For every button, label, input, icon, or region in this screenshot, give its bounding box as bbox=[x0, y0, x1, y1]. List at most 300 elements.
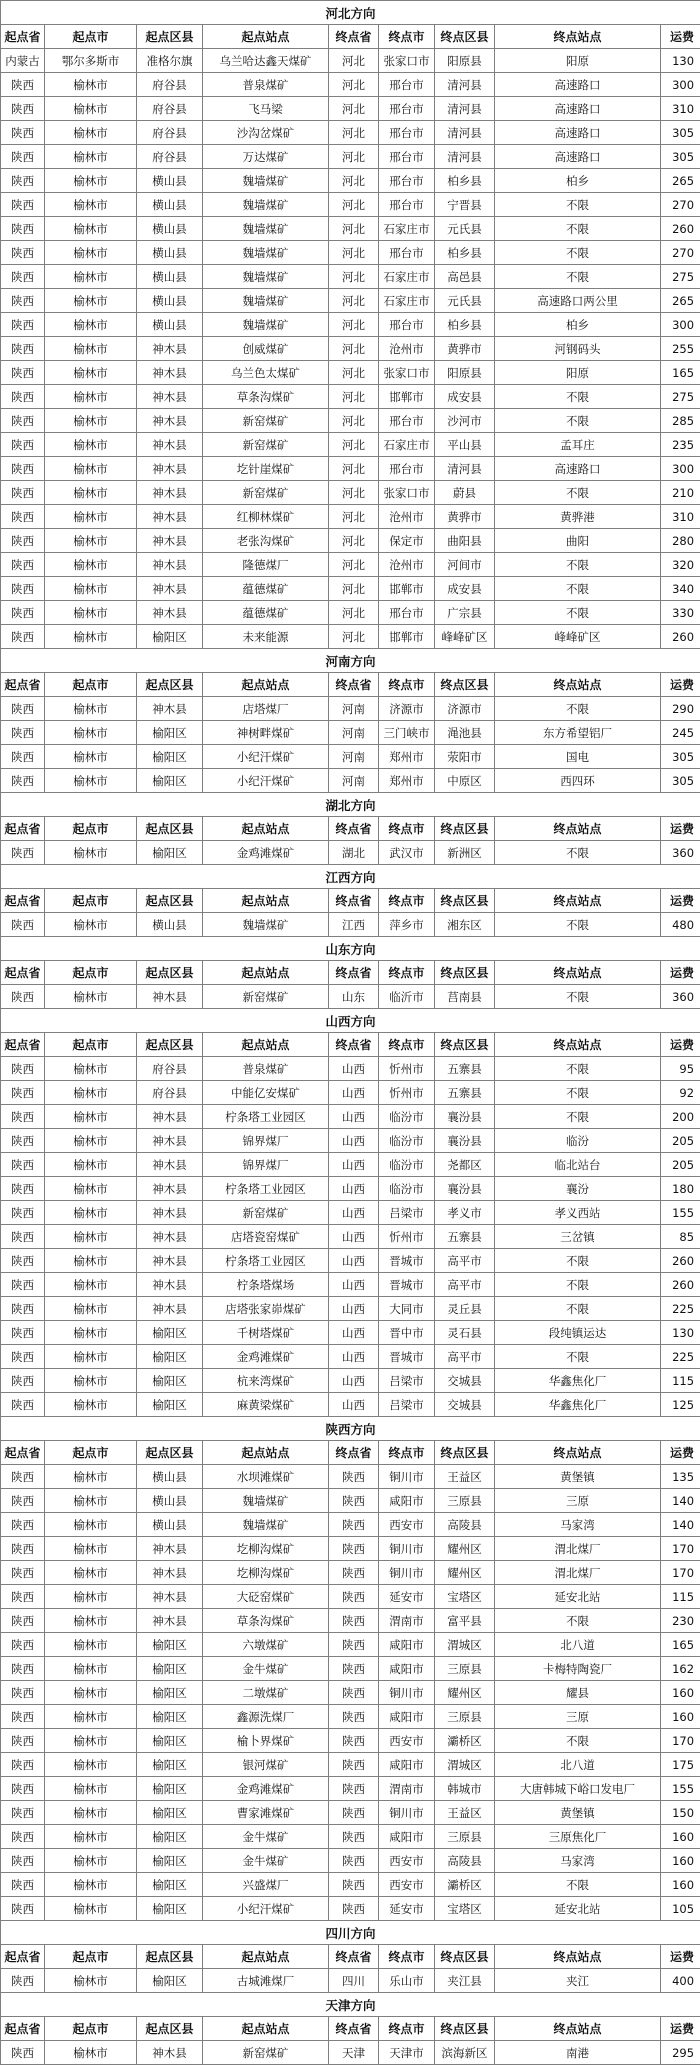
origin-city-cell: 榆林市 bbox=[45, 2041, 137, 2065]
column-header-origin-station: 起点站点 bbox=[203, 1441, 329, 1465]
dest-station-cell: 柏乡 bbox=[495, 169, 661, 193]
origin-station-cell: 乌兰色太煤矿 bbox=[203, 361, 329, 385]
dest-province-cell: 河北 bbox=[329, 265, 379, 289]
dest-county-cell: 三原县 bbox=[435, 1825, 495, 1849]
dest-county-cell: 黄骅市 bbox=[435, 337, 495, 361]
column-header-dest-province: 终点省 bbox=[329, 673, 379, 697]
dest-county-cell: 灞桥区 bbox=[435, 1729, 495, 1753]
column-header-dest-city: 终点市 bbox=[379, 961, 435, 985]
dest-county-cell: 清河县 bbox=[435, 121, 495, 145]
origin-station-cell: 杭来湾煤矿 bbox=[203, 1369, 329, 1393]
table-row bbox=[1, 241, 700, 265]
origin-city-cell: 榆林市 bbox=[45, 1681, 137, 1705]
dest-station-cell: 东方希望铝厂 bbox=[495, 721, 661, 745]
origin-province-cell: 陕西 bbox=[1, 433, 45, 457]
dest-county-cell: 广宗县 bbox=[435, 601, 495, 625]
section-title: 四川方向 bbox=[1, 1921, 700, 1945]
dest-province-cell: 山西 bbox=[329, 1345, 379, 1369]
origin-county-cell: 榆阳区 bbox=[137, 841, 203, 865]
column-header-origin-station: 起点站点 bbox=[203, 1945, 329, 1969]
freight-cost-cell: 305 bbox=[661, 745, 700, 769]
column-header-origin-province: 起点省 bbox=[1, 1033, 45, 1057]
dest-county-cell: 阳原县 bbox=[435, 361, 495, 385]
origin-city-cell: 榆林市 bbox=[45, 1393, 137, 1417]
dest-city-cell: 沧州市 bbox=[379, 505, 435, 529]
dest-county-cell: 阳原县 bbox=[435, 49, 495, 73]
origin-station-cell: 新窑煤矿 bbox=[203, 1201, 329, 1225]
freight-cost-cell: 300 bbox=[661, 73, 700, 97]
dest-city-cell: 武汉市 bbox=[379, 841, 435, 865]
origin-county-cell: 府谷县 bbox=[137, 1057, 203, 1081]
column-header-origin-county: 起点区县 bbox=[137, 817, 203, 841]
table-row bbox=[1, 145, 700, 169]
table-row bbox=[1, 481, 700, 505]
section-title: 山西方向 bbox=[1, 1009, 700, 1033]
column-header-origin-city: 起点市 bbox=[45, 961, 137, 985]
column-header-freight-cost: 运费 bbox=[661, 1441, 700, 1465]
dest-station-cell: 阳原 bbox=[495, 49, 661, 73]
dest-county-cell: 灞桥区 bbox=[435, 1873, 495, 1897]
origin-station-cell: 飞马梁 bbox=[203, 97, 329, 121]
origin-city-cell: 榆林市 bbox=[45, 697, 137, 721]
dest-station-cell: 三岔镇 bbox=[495, 1225, 661, 1249]
origin-city-cell: 榆林市 bbox=[45, 1081, 137, 1105]
table-row bbox=[1, 289, 700, 313]
origin-city-cell: 榆林市 bbox=[45, 1369, 137, 1393]
origin-city-cell: 榆林市 bbox=[45, 97, 137, 121]
origin-city-cell: 榆林市 bbox=[45, 1057, 137, 1081]
origin-county-cell: 榆阳区 bbox=[137, 1777, 203, 1801]
column-header-origin-county: 起点区县 bbox=[137, 2017, 203, 2041]
origin-county-cell: 榆阳区 bbox=[137, 721, 203, 745]
dest-station-cell: 不限 bbox=[495, 985, 661, 1009]
dest-city-cell: 邢台市 bbox=[379, 409, 435, 433]
dest-county-cell: 湘东区 bbox=[435, 913, 495, 937]
origin-city-cell: 榆林市 bbox=[45, 1345, 137, 1369]
dest-city-cell: 咸阳市 bbox=[379, 1753, 435, 1777]
origin-station-cell: 店塔瓷窑煤矿 bbox=[203, 1225, 329, 1249]
column-header-row bbox=[1, 961, 700, 985]
dest-station-cell: 不限 bbox=[495, 913, 661, 937]
dest-province-cell: 山西 bbox=[329, 1201, 379, 1225]
dest-county-cell: 清河县 bbox=[435, 457, 495, 481]
table-row bbox=[1, 1489, 700, 1513]
origin-province-cell: 陕西 bbox=[1, 241, 45, 265]
dest-station-cell: 临汾 bbox=[495, 1129, 661, 1153]
origin-station-cell: 榆卜界煤矿 bbox=[203, 1729, 329, 1753]
column-header-origin-county: 起点区县 bbox=[137, 1033, 203, 1057]
freight-cost-cell: 225 bbox=[661, 1345, 700, 1369]
origin-city-cell: 榆林市 bbox=[45, 313, 137, 337]
origin-county-cell: 神木县 bbox=[137, 1225, 203, 1249]
dest-province-cell: 河北 bbox=[329, 193, 379, 217]
table-row bbox=[1, 1633, 700, 1657]
origin-county-cell: 神木县 bbox=[137, 409, 203, 433]
origin-city-cell: 榆林市 bbox=[45, 1561, 137, 1585]
section-title: 江西方向 bbox=[1, 865, 700, 889]
origin-county-cell: 府谷县 bbox=[137, 121, 203, 145]
dest-city-cell: 忻州市 bbox=[379, 1081, 435, 1105]
dest-city-cell: 郑州市 bbox=[379, 745, 435, 769]
origin-city-cell: 榆林市 bbox=[45, 289, 137, 313]
origin-station-cell: 普泉煤矿 bbox=[203, 1057, 329, 1081]
dest-province-cell: 河北 bbox=[329, 241, 379, 265]
dest-city-cell: 延安市 bbox=[379, 1897, 435, 1921]
dest-station-cell: 黄堡镇 bbox=[495, 1801, 661, 1825]
origin-city-cell: 榆林市 bbox=[45, 1585, 137, 1609]
dest-station-cell: 高速路口 bbox=[495, 145, 661, 169]
freight-cost-cell: 105 bbox=[661, 1897, 700, 1921]
dest-county-cell: 成安县 bbox=[435, 385, 495, 409]
dest-station-cell: 不限 bbox=[495, 577, 661, 601]
column-header-dest-province: 终点省 bbox=[329, 817, 379, 841]
origin-city-cell: 榆林市 bbox=[45, 913, 137, 937]
origin-city-cell: 榆林市 bbox=[45, 1873, 137, 1897]
table-row bbox=[1, 1561, 700, 1585]
origin-county-cell: 横山县 bbox=[137, 241, 203, 265]
origin-county-cell: 神木县 bbox=[137, 1273, 203, 1297]
origin-station-cell: 六墩煤矿 bbox=[203, 1633, 329, 1657]
origin-station-cell: 红柳林煤矿 bbox=[203, 505, 329, 529]
dest-city-cell: 邢台市 bbox=[379, 73, 435, 97]
origin-city-cell: 榆林市 bbox=[45, 1249, 137, 1273]
origin-city-cell: 榆林市 bbox=[45, 601, 137, 625]
dest-province-cell: 天津 bbox=[329, 2041, 379, 2065]
origin-province-cell: 陕西 bbox=[1, 1225, 45, 1249]
dest-province-cell: 山西 bbox=[329, 1081, 379, 1105]
section-title-row bbox=[1, 649, 700, 673]
dest-province-cell: 陕西 bbox=[329, 1849, 379, 1873]
dest-province-cell: 陕西 bbox=[329, 1681, 379, 1705]
dest-station-cell: 孟耳庄 bbox=[495, 433, 661, 457]
column-header-dest-county: 终点区县 bbox=[435, 1945, 495, 1969]
origin-city-cell: 榆林市 bbox=[45, 385, 137, 409]
dest-county-cell: 高平市 bbox=[435, 1345, 495, 1369]
origin-city-cell: 榆林市 bbox=[45, 1297, 137, 1321]
origin-city-cell: 榆林市 bbox=[45, 1825, 137, 1849]
origin-station-cell: 鑫源洗煤厂 bbox=[203, 1705, 329, 1729]
origin-province-cell: 陕西 bbox=[1, 169, 45, 193]
dest-county-cell: 元氏县 bbox=[435, 217, 495, 241]
dest-province-cell: 河北 bbox=[329, 457, 379, 481]
origin-county-cell: 准格尔旗 bbox=[137, 49, 203, 73]
origin-province-cell: 陕西 bbox=[1, 1753, 45, 1777]
dest-county-cell: 交城县 bbox=[435, 1369, 495, 1393]
origin-county-cell: 横山县 bbox=[137, 193, 203, 217]
origin-county-cell: 榆阳区 bbox=[137, 1321, 203, 1345]
table-row bbox=[1, 169, 700, 193]
origin-station-cell: 银河煤矿 bbox=[203, 1753, 329, 1777]
origin-province-cell: 陕西 bbox=[1, 769, 45, 793]
dest-city-cell: 石家庄市 bbox=[379, 289, 435, 313]
origin-province-cell: 陕西 bbox=[1, 1897, 45, 1921]
origin-city-cell: 榆林市 bbox=[45, 721, 137, 745]
freight-cost-cell: 280 bbox=[661, 529, 700, 553]
dest-city-cell: 邢台市 bbox=[379, 193, 435, 217]
dest-county-cell: 宝塔区 bbox=[435, 1585, 495, 1609]
dest-province-cell: 山西 bbox=[329, 1057, 379, 1081]
freight-cost-cell: 245 bbox=[661, 721, 700, 745]
dest-station-cell: 大唐韩城下峪口发电厂 bbox=[495, 1777, 661, 1801]
dest-province-cell: 河北 bbox=[329, 217, 379, 241]
column-header-origin-county: 起点区县 bbox=[137, 889, 203, 913]
origin-county-cell: 神木县 bbox=[137, 1201, 203, 1225]
dest-city-cell: 邢台市 bbox=[379, 313, 435, 337]
column-header-dest-city: 终点市 bbox=[379, 2017, 435, 2041]
dest-city-cell: 张家口市 bbox=[379, 481, 435, 505]
dest-station-cell: 不限 bbox=[495, 1609, 661, 1633]
origin-county-cell: 横山县 bbox=[137, 217, 203, 241]
origin-county-cell: 神木县 bbox=[137, 529, 203, 553]
dest-city-cell: 临汾市 bbox=[379, 1153, 435, 1177]
origin-county-cell: 府谷县 bbox=[137, 145, 203, 169]
origin-province-cell: 陕西 bbox=[1, 217, 45, 241]
dest-county-cell: 襄汾县 bbox=[435, 1105, 495, 1129]
dest-province-cell: 陕西 bbox=[329, 1705, 379, 1729]
origin-city-cell: 榆林市 bbox=[45, 553, 137, 577]
column-header-origin-province: 起点省 bbox=[1, 2017, 45, 2041]
origin-city-cell: 榆林市 bbox=[45, 1705, 137, 1729]
table-row bbox=[1, 457, 700, 481]
section-title: 陕西方向 bbox=[1, 1417, 700, 1441]
dest-station-cell: 不限 bbox=[495, 553, 661, 577]
column-header-dest-province: 终点省 bbox=[329, 889, 379, 913]
dest-county-cell: 高邑县 bbox=[435, 265, 495, 289]
origin-station-cell: 万达煤矿 bbox=[203, 145, 329, 169]
origin-station-cell: 神树畔煤矿 bbox=[203, 721, 329, 745]
column-header-origin-province: 起点省 bbox=[1, 961, 45, 985]
dest-county-cell: 沙河市 bbox=[435, 409, 495, 433]
dest-station-cell: 不限 bbox=[495, 841, 661, 865]
column-header-dest-county: 终点区县 bbox=[435, 961, 495, 985]
section-title-row bbox=[1, 1, 700, 25]
dest-city-cell: 临汾市 bbox=[379, 1177, 435, 1201]
origin-station-cell: 蕴德煤矿 bbox=[203, 577, 329, 601]
dest-station-cell: 临北站台 bbox=[495, 1153, 661, 1177]
dest-city-cell: 邯郸市 bbox=[379, 625, 435, 649]
origin-city-cell: 榆林市 bbox=[45, 1321, 137, 1345]
dest-county-cell: 三原县 bbox=[435, 1657, 495, 1681]
origin-province-cell: 内蒙古 bbox=[1, 49, 45, 73]
column-header-dest-province: 终点省 bbox=[329, 1945, 379, 1969]
dest-province-cell: 河北 bbox=[329, 625, 379, 649]
dest-city-cell: 济源市 bbox=[379, 697, 435, 721]
dest-station-cell: 不限 bbox=[495, 1057, 661, 1081]
dest-county-cell: 平山县 bbox=[435, 433, 495, 457]
dest-city-cell: 吕梁市 bbox=[379, 1369, 435, 1393]
origin-province-cell: 陕西 bbox=[1, 1705, 45, 1729]
dest-station-cell: 三原 bbox=[495, 1489, 661, 1513]
column-header-dest-station: 终点站点 bbox=[495, 25, 661, 49]
column-header-dest-province: 终点省 bbox=[329, 961, 379, 985]
dest-province-cell: 山西 bbox=[329, 1129, 379, 1153]
dest-city-cell: 西安市 bbox=[379, 1873, 435, 1897]
table-row bbox=[1, 1729, 700, 1753]
dest-station-cell: 不限 bbox=[495, 241, 661, 265]
origin-station-cell: 魏墙煤矿 bbox=[203, 313, 329, 337]
dest-station-cell: 华鑫焦化厂 bbox=[495, 1393, 661, 1417]
freight-cost-cell: 480 bbox=[661, 913, 700, 937]
origin-city-cell: 榆林市 bbox=[45, 1153, 137, 1177]
dest-city-cell: 萍乡市 bbox=[379, 913, 435, 937]
origin-county-cell: 神木县 bbox=[137, 1105, 203, 1129]
origin-county-cell: 神木县 bbox=[137, 481, 203, 505]
freight-cost-cell: 85 bbox=[661, 1225, 700, 1249]
origin-province-cell: 陕西 bbox=[1, 721, 45, 745]
origin-province-cell: 陕西 bbox=[1, 1657, 45, 1681]
section-title: 山东方向 bbox=[1, 937, 700, 961]
column-header-origin-city: 起点市 bbox=[45, 1945, 137, 1969]
dest-province-cell: 陕西 bbox=[329, 1729, 379, 1753]
dest-station-cell: 不限 bbox=[495, 601, 661, 625]
dest-city-cell: 邢台市 bbox=[379, 169, 435, 193]
table-row bbox=[1, 49, 700, 73]
dest-station-cell: 不限 bbox=[495, 481, 661, 505]
origin-city-cell: 榆林市 bbox=[45, 1129, 137, 1153]
origin-province-cell: 陕西 bbox=[1, 1273, 45, 1297]
dest-city-cell: 大同市 bbox=[379, 1297, 435, 1321]
origin-province-cell: 陕西 bbox=[1, 1321, 45, 1345]
table-row bbox=[1, 1393, 700, 1417]
table-row bbox=[1, 1177, 700, 1201]
origin-county-cell: 府谷县 bbox=[137, 1081, 203, 1105]
dest-province-cell: 山西 bbox=[329, 1297, 379, 1321]
dest-station-cell: 国电 bbox=[495, 745, 661, 769]
dest-province-cell: 河北 bbox=[329, 361, 379, 385]
dest-county-cell: 莒南县 bbox=[435, 985, 495, 1009]
freight-cost-cell: 115 bbox=[661, 1585, 700, 1609]
dest-province-cell: 河北 bbox=[329, 505, 379, 529]
dest-city-cell: 西安市 bbox=[379, 1513, 435, 1537]
dest-province-cell: 陕西 bbox=[329, 1489, 379, 1513]
dest-county-cell: 襄汾县 bbox=[435, 1177, 495, 1201]
table-row bbox=[1, 1513, 700, 1537]
origin-station-cell: 圪柳沟煤矿 bbox=[203, 1537, 329, 1561]
freight-cost-cell: 275 bbox=[661, 385, 700, 409]
freight-cost-cell: 260 bbox=[661, 625, 700, 649]
dest-city-cell: 乐山市 bbox=[379, 1969, 435, 1993]
table-row bbox=[1, 1681, 700, 1705]
freight-cost-cell: 115 bbox=[661, 1369, 700, 1393]
dest-city-cell: 石家庄市 bbox=[379, 217, 435, 241]
origin-province-cell: 陕西 bbox=[1, 529, 45, 553]
origin-city-cell: 榆林市 bbox=[45, 1657, 137, 1681]
origin-province-cell: 陕西 bbox=[1, 1057, 45, 1081]
column-header-freight-cost: 运费 bbox=[661, 961, 700, 985]
dest-county-cell: 渑池县 bbox=[435, 721, 495, 745]
dest-county-cell: 高陵县 bbox=[435, 1513, 495, 1537]
column-header-dest-county: 终点区县 bbox=[435, 1033, 495, 1057]
dest-county-cell: 尧都区 bbox=[435, 1153, 495, 1177]
dest-county-cell: 襄汾县 bbox=[435, 1129, 495, 1153]
origin-province-cell: 陕西 bbox=[1, 841, 45, 865]
origin-county-cell: 府谷县 bbox=[137, 73, 203, 97]
dest-province-cell: 山西 bbox=[329, 1321, 379, 1345]
origin-county-cell: 榆阳区 bbox=[137, 1681, 203, 1705]
dest-station-cell: 柏乡 bbox=[495, 313, 661, 337]
dest-city-cell: 郑州市 bbox=[379, 769, 435, 793]
column-header-origin-county: 起点区县 bbox=[137, 961, 203, 985]
dest-city-cell: 西安市 bbox=[379, 1729, 435, 1753]
table-row bbox=[1, 1753, 700, 1777]
freight-cost-cell: 180 bbox=[661, 1177, 700, 1201]
origin-county-cell: 神木县 bbox=[137, 385, 203, 409]
origin-province-cell: 陕西 bbox=[1, 73, 45, 97]
origin-city-cell: 榆林市 bbox=[45, 1177, 137, 1201]
origin-county-cell: 榆阳区 bbox=[137, 625, 203, 649]
origin-province-cell: 陕西 bbox=[1, 1153, 45, 1177]
column-header-dest-station: 终点站点 bbox=[495, 961, 661, 985]
column-header-dest-county: 终点区县 bbox=[435, 817, 495, 841]
dest-county-cell: 耀州区 bbox=[435, 1681, 495, 1705]
freight-cost-cell: 295 bbox=[661, 2041, 700, 2065]
dest-county-cell: 渭城区 bbox=[435, 1633, 495, 1657]
origin-station-cell: 蕴德煤矿 bbox=[203, 601, 329, 625]
origin-province-cell: 陕西 bbox=[1, 1825, 45, 1849]
column-header-origin-city: 起点市 bbox=[45, 817, 137, 841]
origin-province-cell: 陕西 bbox=[1, 1969, 45, 1993]
dest-county-cell: 元氏县 bbox=[435, 289, 495, 313]
dest-city-cell: 渭南市 bbox=[379, 1777, 435, 1801]
column-header-origin-county: 起点区县 bbox=[137, 25, 203, 49]
origin-province-cell: 陕西 bbox=[1, 1489, 45, 1513]
dest-county-cell: 济源市 bbox=[435, 697, 495, 721]
table-row bbox=[1, 361, 700, 385]
origin-city-cell: 榆林市 bbox=[45, 217, 137, 241]
origin-county-cell: 榆阳区 bbox=[137, 745, 203, 769]
column-header-freight-cost: 运费 bbox=[661, 1945, 700, 1969]
origin-county-cell: 神木县 bbox=[137, 553, 203, 577]
origin-city-cell: 榆林市 bbox=[45, 1225, 137, 1249]
freight-cost-cell: 170 bbox=[661, 1537, 700, 1561]
dest-province-cell: 山西 bbox=[329, 1249, 379, 1273]
dest-city-cell: 咸阳市 bbox=[379, 1489, 435, 1513]
dest-county-cell: 河间市 bbox=[435, 553, 495, 577]
origin-province-cell: 陕西 bbox=[1, 1849, 45, 1873]
dest-city-cell: 邢台市 bbox=[379, 457, 435, 481]
origin-city-cell: 榆林市 bbox=[45, 625, 137, 649]
origin-station-cell: 新窑煤矿 bbox=[203, 433, 329, 457]
origin-county-cell: 神木县 bbox=[137, 361, 203, 385]
origin-station-cell: 草条沟煤矿 bbox=[203, 1609, 329, 1633]
origin-city-cell: 榆林市 bbox=[45, 433, 137, 457]
origin-station-cell: 草条沟煤矿 bbox=[203, 385, 329, 409]
origin-city-cell: 榆林市 bbox=[45, 1273, 137, 1297]
origin-county-cell: 榆阳区 bbox=[137, 1801, 203, 1825]
table-row bbox=[1, 1777, 700, 1801]
freight-cost-cell: 285 bbox=[661, 409, 700, 433]
origin-county-cell: 榆阳区 bbox=[137, 1897, 203, 1921]
origin-station-cell: 柠条塔工业园区 bbox=[203, 1177, 329, 1201]
dest-city-cell: 邢台市 bbox=[379, 97, 435, 121]
dest-city-cell: 晋中市 bbox=[379, 1321, 435, 1345]
origin-province-cell: 陕西 bbox=[1, 313, 45, 337]
origin-county-cell: 榆阳区 bbox=[137, 1969, 203, 1993]
origin-province-cell: 陕西 bbox=[1, 121, 45, 145]
freight-cost-cell: 270 bbox=[661, 193, 700, 217]
dest-province-cell: 河北 bbox=[329, 289, 379, 313]
column-header-row bbox=[1, 2017, 700, 2041]
origin-station-cell: 金牛煤矿 bbox=[203, 1657, 329, 1681]
table-row bbox=[1, 1585, 700, 1609]
dest-province-cell: 陕西 bbox=[329, 1657, 379, 1681]
origin-city-cell: 榆林市 bbox=[45, 337, 137, 361]
origin-city-cell: 榆林市 bbox=[45, 1537, 137, 1561]
section-title-row bbox=[1, 1921, 700, 1945]
dest-province-cell: 河北 bbox=[329, 433, 379, 457]
origin-county-cell: 神木县 bbox=[137, 1153, 203, 1177]
origin-county-cell: 榆阳区 bbox=[137, 1849, 203, 1873]
